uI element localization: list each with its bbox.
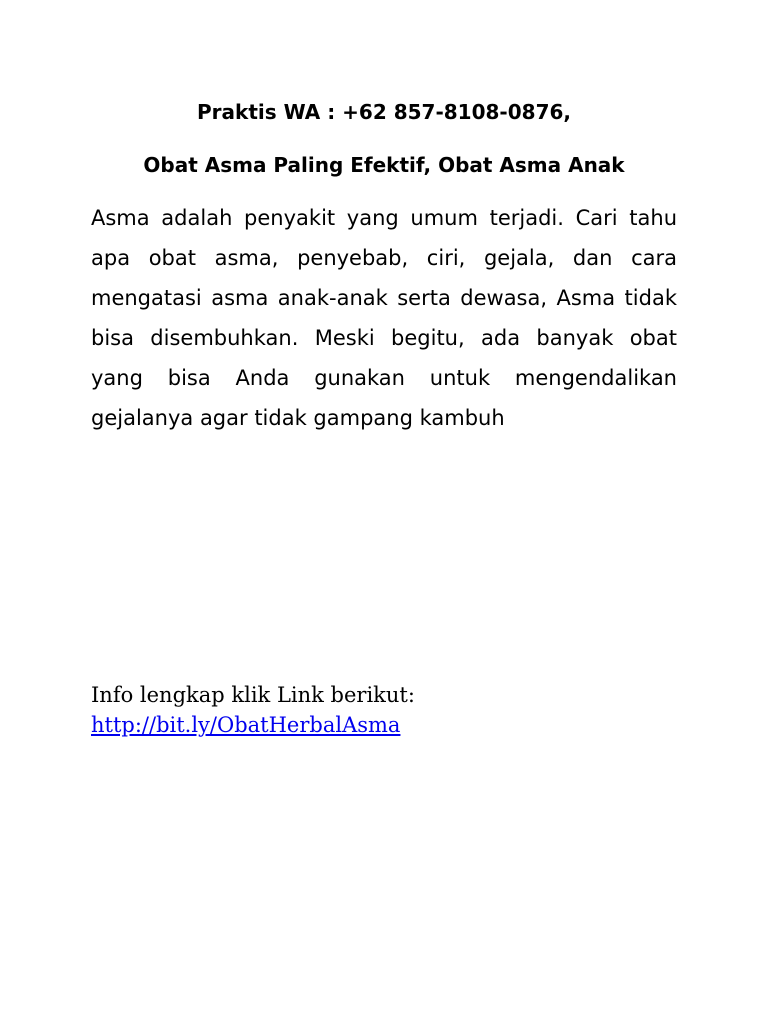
info-label: Info lengkap klik Link berikut: [91, 683, 415, 707]
contact-heading: Praktis WA : +62 857-8108-0876, [197, 100, 571, 124]
body-paragraph: Asma adalah penyakit yang umum terjadi. Cari tahu apa obat asma, penyebab, ciri, gejala, dan cara mengatasi asma anak-anak serta dewasa, Asma tidak bisa disembuhkan. Meski begitu, ada banyak obat yang bisa Anda gunakan untuk mengendalikan gejalanya agar tidak gampang kambuh [91, 206, 677, 430]
info-link[interactable]: http://bit.ly/ObatHerbalAsma [91, 713, 401, 737]
info-section [91, 680, 691, 740]
title-heading: Obat Asma Paling Efektif, Obat Asma Anak [143, 153, 625, 177]
